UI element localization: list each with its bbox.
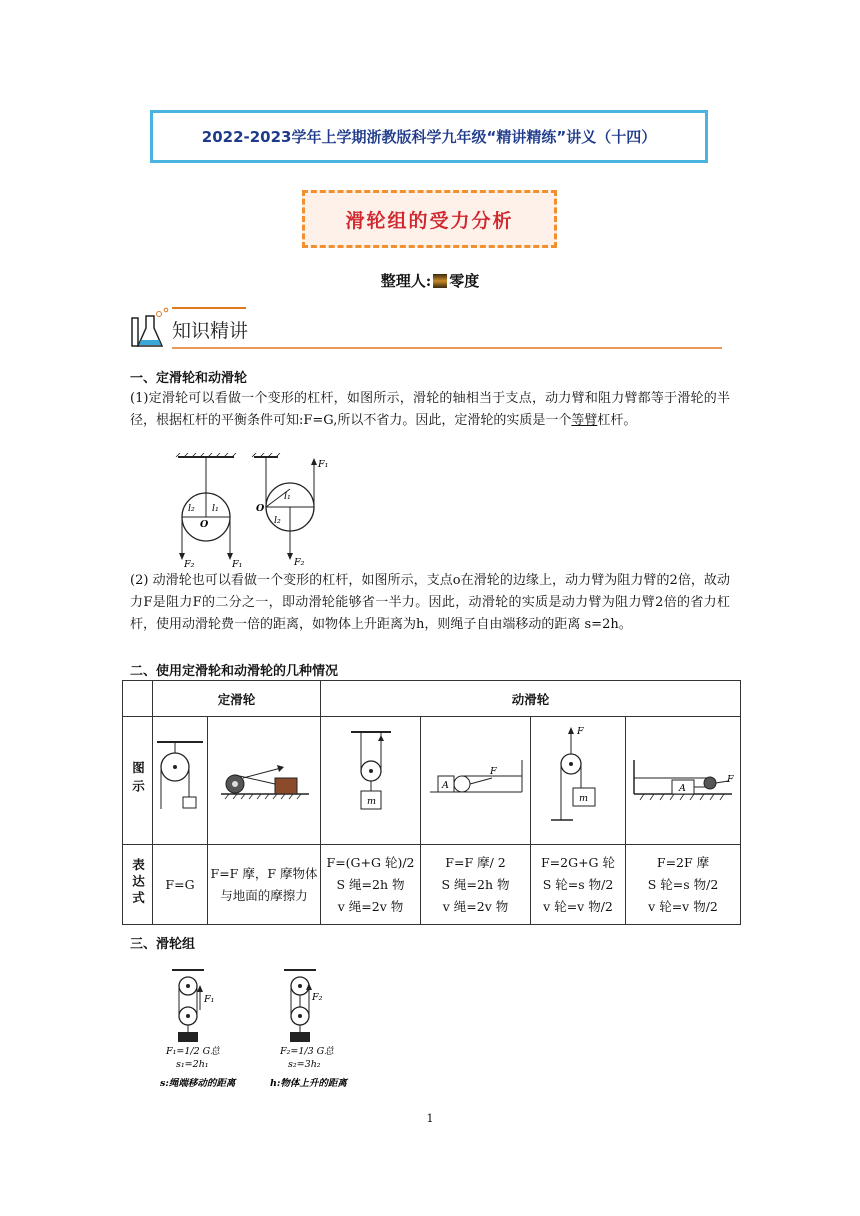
topic-title: 滑轮组的受力分析 xyxy=(345,209,514,232)
header-movable-pulley: 动滑轮 xyxy=(321,681,741,717)
note-s: s:绳端移动的距离 xyxy=(160,1078,236,1089)
p1-end: 杠杆。 xyxy=(597,413,637,428)
p1-text: (1)定滑轮可以看做一个变形的杠杆，如图所示，滑轮的轴相当于支点，动力臂和阻力臂都等于滑轮的半径，根据杠杆的平衡条件可知:F=G,所以不省力。因此，定滑轮的实质是一个 xyxy=(130,391,730,428)
caption-left-1: F₁=1/2 G总 xyxy=(166,1046,220,1057)
page-number: 1 xyxy=(426,1112,434,1125)
caption-right-2: s₂=3h₂ xyxy=(288,1059,321,1070)
pulley-cases-table xyxy=(122,680,741,925)
figure-movable-4 xyxy=(626,717,741,845)
part1-heading: 一、定滑轮和动滑轮 xyxy=(130,371,248,386)
p1-underlined: 等臂 xyxy=(571,413,598,428)
topic-title-box xyxy=(302,190,557,248)
svg-text:m: m xyxy=(579,793,589,804)
svg-text:F: F xyxy=(489,766,497,777)
table-figure-row xyxy=(123,717,741,845)
editor-avatar-icon xyxy=(433,274,447,288)
part1-paragraph2: (2) 动滑轮也可以看做一个变形的杠杆，如图所示，支点o在滑轮的边缘上，动力臂为阻力臂的2倍，故动力F是阻力F的二分之一，即动滑轮能够省一半力。因此，动滑轮的实质是动力臂为阻力臂2倍的省力杠杆，使用动滑轮费一倍的距离，如物体上升距离为h，则绳子自由端移动的距离 s=2h。 xyxy=(130,573,730,632)
editor-name: 零度 xyxy=(449,272,480,290)
svg-text:A: A xyxy=(679,783,686,794)
caption-right-1: F₂=1/3 G总 xyxy=(280,1046,334,1057)
part3-heading: 三、滑轮组 xyxy=(130,937,196,952)
formula-movable-4: F=2F 摩 S 轮=s 物/2 v 轮=v 物/2 xyxy=(626,845,741,925)
figure-fixed-2 xyxy=(208,717,321,845)
label-f1-right: F₁ xyxy=(318,459,329,470)
label-f2: F₂ xyxy=(312,992,323,1003)
note-h: h:物体上升的距离 xyxy=(270,1078,347,1089)
figure-movable-2 xyxy=(421,717,531,845)
label-l2-left: l₂ xyxy=(188,503,195,514)
label-f1-left: F₁ xyxy=(232,559,243,568)
figure-movable-3 xyxy=(531,717,626,845)
formula-fixed-2: F=F 摩，F 摩物体与地面的摩擦力 xyxy=(208,845,321,925)
figure-movable-1 xyxy=(321,717,421,845)
label-f1: F₁ xyxy=(204,994,215,1005)
svg-text:F: F xyxy=(577,726,584,737)
label-o-left: O xyxy=(200,519,209,530)
lever-pulley-figure xyxy=(170,453,340,568)
table-formula-row xyxy=(123,845,741,925)
flask-icon xyxy=(132,308,168,346)
table-header-row xyxy=(123,681,741,717)
formula-movable-2: F=F 摩/ 2 S 绳=2h 物 v 绳=2v 物 xyxy=(421,845,531,925)
header-fixed-pulley: 定滑轮 xyxy=(153,681,321,717)
label-l2-right: l₂ xyxy=(274,515,281,526)
figure-fixed-1 xyxy=(153,717,208,845)
section-title: 知识精讲 xyxy=(172,320,249,342)
header-title: 2022-2023学年上学期浙教版科学九年级“精讲精练”讲义（十四） xyxy=(201,128,657,146)
svg-text:m: m xyxy=(366,796,376,807)
label-f2-right: F₂ xyxy=(294,557,305,568)
svg-text:A: A xyxy=(441,780,449,791)
label-l1-left: l₁ xyxy=(212,503,219,514)
part1-paragraph1 xyxy=(130,388,730,432)
formula-movable-3: F=2G+G 轮 S 轮=s 物/2 v 轮=v 物/2 xyxy=(531,845,626,925)
label-o-right: O xyxy=(256,503,265,514)
pulley-block-figure xyxy=(158,966,378,1094)
document-header xyxy=(150,110,708,163)
svg-text:F: F xyxy=(727,774,734,785)
label-f2-left: F₂ xyxy=(184,559,195,568)
table-corner xyxy=(123,681,153,717)
editor-prefix: 整理人: xyxy=(380,272,432,290)
row-label-figure: 图示 xyxy=(123,717,153,845)
editor-line xyxy=(0,270,860,291)
part2-heading: 二、使用定滑轮和动滑轮的几种情况 xyxy=(130,664,339,679)
row-label-formula: 表达式 xyxy=(123,845,153,925)
formula-movable-1: F=(G+G 轮)/2 S 绳=2h 物 v 绳=2v 物 xyxy=(321,845,421,925)
formula-fixed-1: F=G xyxy=(153,845,208,925)
label-l1-right: l₁ xyxy=(284,491,291,502)
caption-left-2: s₁=2h₁ xyxy=(176,1059,209,1070)
